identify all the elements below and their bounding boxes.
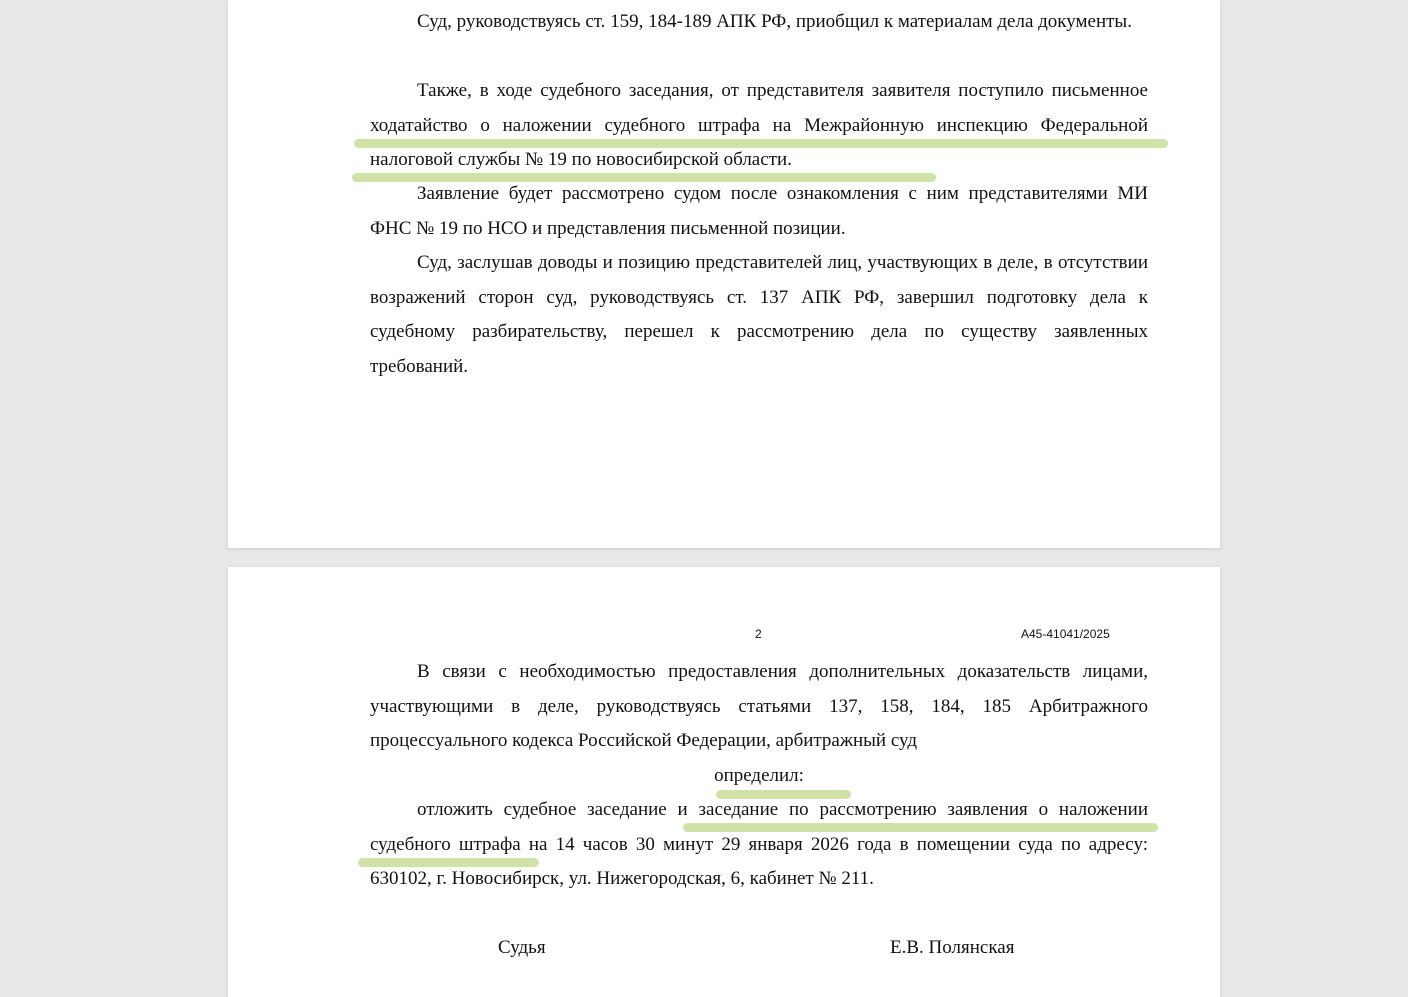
paragraph-preparation: Суд, заслушав доводы и позицию представителей лиц, участвующих в деле, в отсутствии возражений сторон суд, руководствуясь ст. 137 АПК РФ, завершил подготовку дела к судебному разбирательству, перешел к рассмотрению дела по существу заявленных требований.: [370, 252, 1148, 377]
signature-role: Судья: [498, 937, 546, 958]
decision-heading: определил:: [714, 765, 804, 786]
paragraph-grounds: В связи с необходимостью предоставления дополнительных доказательств лицами, участвующими в деле, руководствуясь статьями 137, 158, 184, 185 Арбитражного процессуального кодекса Российской Федерации, арбитражный суд: [370, 661, 1148, 751]
case-number: А45-41041/2025: [1021, 627, 1110, 641]
document-page-2: [228, 567, 1220, 997]
signature-name: Е.В. Полянская: [890, 937, 1015, 958]
paragraph-motion: Также, в ходе судебного заседания, от представителя заявителя поступило письменное ходатайство о наложении судебного штрафа на Межрайонную инспекцию Федеральной налоговой службы № 19 по новосибирской области.: [370, 80, 1148, 170]
document-page-1: [228, 0, 1220, 548]
paragraph-statement: Заявление будет рассмотрено судом после ознакомления с ним представителями МИ ФНС № 19 по НСО и представления письменной позиции.: [370, 183, 1148, 239]
paragraph-evidence: Суд, руководствуясь ст. 159, 184-189 АПК РФ, приобщил к материалам дела документы.: [417, 11, 1132, 32]
paragraph-decision: отложить судебное заседание и заседание по рассмотрению заявления о наложении судебного штрафа на 14 часов 30 минут 29 января 2026 года в помещении суда по адресу: 630102, г. Новосибирск, ул. Нижегородская, 6, кабинет № 211.: [370, 799, 1148, 889]
page-number: 2: [755, 627, 762, 641]
